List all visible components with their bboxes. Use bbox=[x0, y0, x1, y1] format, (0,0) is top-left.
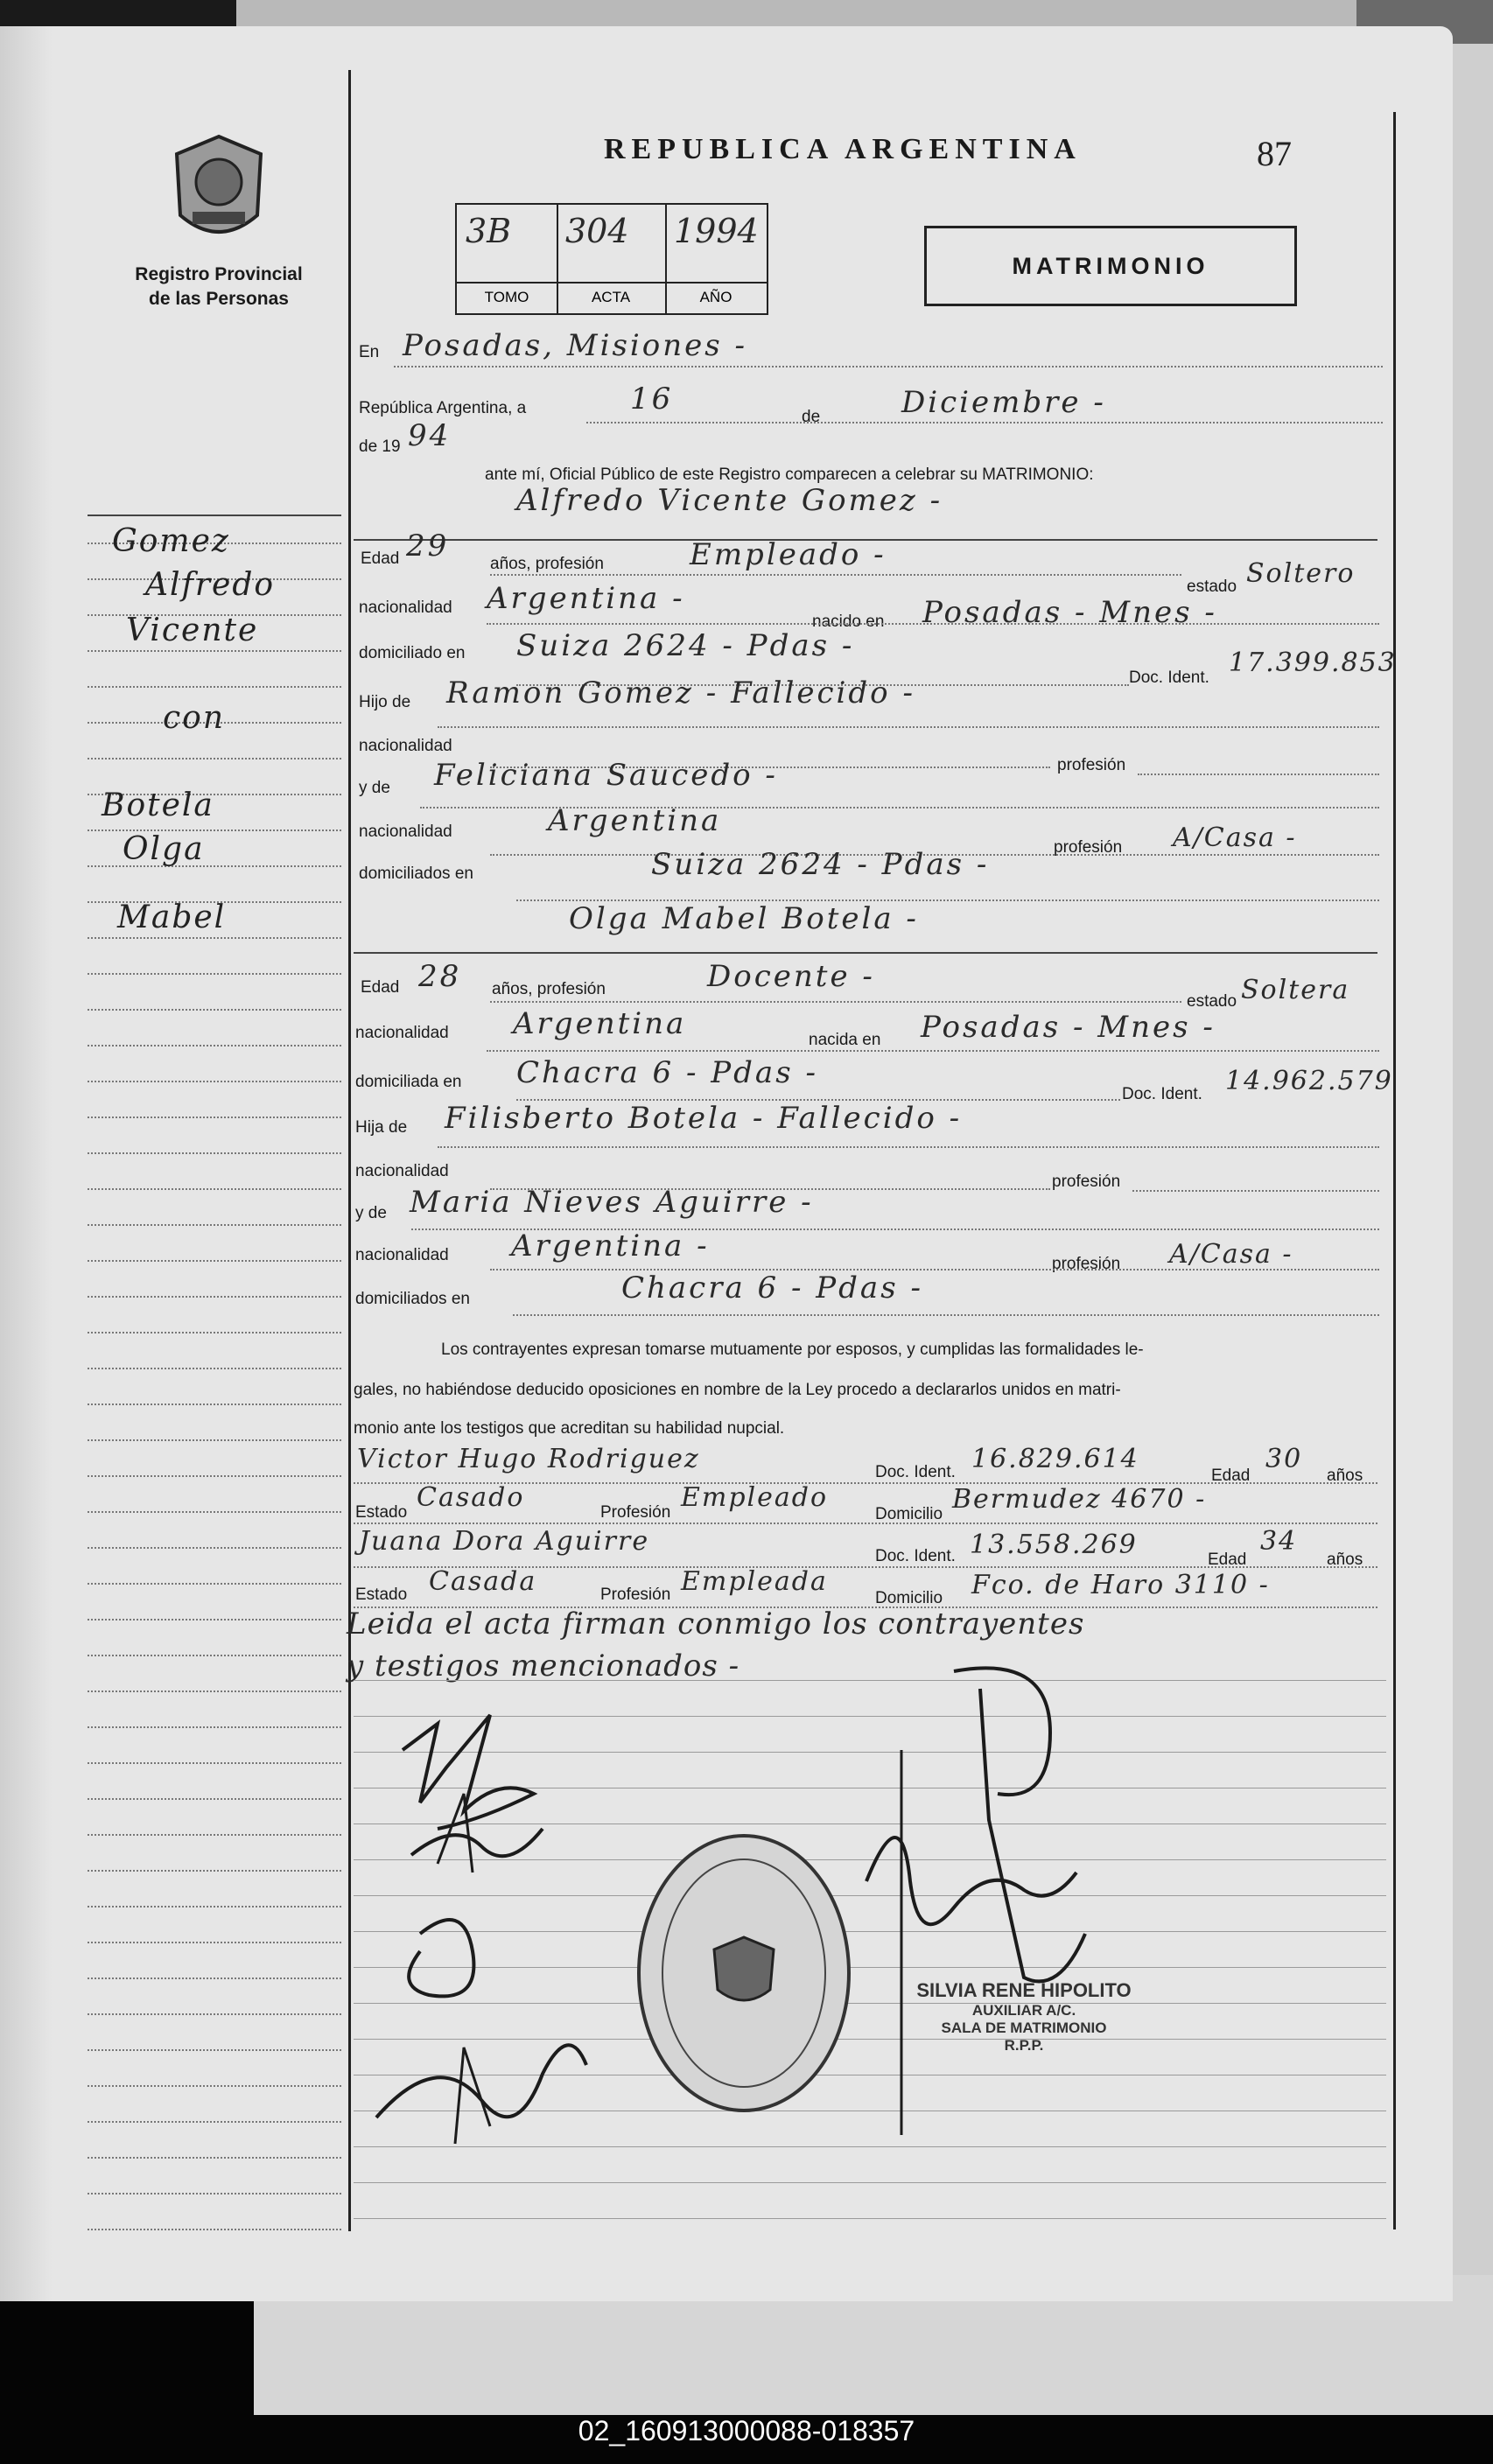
officer-signature bbox=[840, 1662, 1138, 2152]
left-column-divider bbox=[348, 70, 351, 2231]
acta-label: ACTA bbox=[557, 282, 665, 306]
margin-ruled-line bbox=[88, 758, 341, 760]
date-line bbox=[586, 422, 1383, 424]
witness1-status-line bbox=[354, 1522, 1377, 1524]
margin-ruled-line bbox=[88, 1870, 341, 1872]
witness2-profession: Empleada bbox=[681, 1566, 828, 1597]
groom-signature bbox=[385, 1698, 569, 1890]
declaration-line1: Los contrayentes expresan tomarse mutuamente por esposos, y cumplidas las formalidades le- bbox=[441, 1340, 1144, 1359]
margin-ruled-line bbox=[88, 2229, 341, 2230]
margin-ruled-line bbox=[88, 2193, 341, 2194]
witness1-years-label: años bbox=[1327, 1466, 1363, 1485]
bride-child-label: Hija de bbox=[355, 1118, 408, 1137]
groom-father-prof-line bbox=[1138, 774, 1379, 775]
acta-value: 304 bbox=[565, 212, 629, 250]
margin-ruled-line bbox=[88, 1726, 341, 1728]
groom-status: Soltero bbox=[1246, 558, 1356, 589]
margin-ruled-line bbox=[88, 2049, 341, 2051]
day-value: 16 bbox=[630, 382, 674, 416]
page-number: 87 bbox=[1257, 134, 1292, 173]
acta-cell bbox=[557, 205, 667, 313]
margin-ruled-line bbox=[88, 2013, 341, 2015]
bride-parents-domicile-label: domiciliados en bbox=[355, 1290, 470, 1308]
bride-father: Filisberto Botela - Fallecido - bbox=[445, 1101, 963, 1136]
groom-nationality: Argentina - bbox=[487, 581, 685, 616]
groom-mother: Feliciana Saucedo - bbox=[434, 758, 778, 793]
bride-father-prof-label: profesión bbox=[1052, 1172, 1121, 1191]
bride-header-line bbox=[354, 952, 1377, 954]
bride-doc: 14.962.579 bbox=[1225, 1066, 1393, 1096]
margin-ruled-line bbox=[88, 1978, 341, 1979]
groom-age: 29 bbox=[406, 528, 450, 564]
witness1-profession-label: Profesión bbox=[600, 1503, 671, 1522]
ruled-line bbox=[354, 2218, 1386, 2219]
registry-name: Registro Provincial de las Personas bbox=[135, 264, 303, 309]
bride-born-in: Posadas - Mnes - bbox=[921, 1010, 1216, 1045]
en-label: En bbox=[359, 343, 380, 361]
witness1-status: Casado bbox=[417, 1482, 525, 1513]
bride-father-nat-label: nacionalidad bbox=[355, 1162, 449, 1180]
margin-ruled-line bbox=[88, 1224, 341, 1226]
bride-born-label: nacida en bbox=[809, 1031, 881, 1049]
margin-ruled-line bbox=[88, 2157, 341, 2159]
witness2-status: Casada bbox=[429, 1566, 537, 1597]
place-line bbox=[394, 366, 1383, 368]
bride-parents-dom-line bbox=[513, 1314, 1379, 1316]
seal-emblem-icon bbox=[709, 1934, 779, 2012]
bride-profession-label: años, profesión bbox=[492, 980, 606, 998]
witness2-age: 34 bbox=[1260, 1526, 1298, 1557]
groom-domicile: Suiza 2624 - Pdas - bbox=[516, 628, 855, 663]
witness1-name: Victor Hugo Rodriguez bbox=[357, 1444, 700, 1474]
seal-inner-ring bbox=[662, 1858, 826, 2088]
margin-ruled-line bbox=[88, 1475, 341, 1477]
bride-mother-prof-label: profesión bbox=[1052, 1255, 1121, 1273]
groom-domicile-label: domiciliado en bbox=[359, 644, 466, 662]
groom-father-prof-label: profesión bbox=[1057, 756, 1126, 774]
margin-ruled-line bbox=[88, 973, 341, 975]
year-suffix: 94 bbox=[408, 418, 452, 453]
margin-ruled-line bbox=[88, 1116, 341, 1118]
bride-mother-nationality: Argentina - bbox=[511, 1228, 710, 1264]
stamp-line2: AUXILIAR A/C. bbox=[971, 2002, 1076, 2019]
bride-age-line bbox=[490, 1001, 1181, 1003]
year-prefix: de 19 bbox=[359, 438, 401, 456]
month-value: Diciembre - bbox=[901, 385, 1106, 420]
witness1-profession: Empleado bbox=[681, 1482, 829, 1513]
margin-ruled-line bbox=[88, 1188, 341, 1190]
stamp-line4: R.P.P. bbox=[1004, 2037, 1044, 2054]
closing-line1: Leida el acta firman conmigo los contrayentes bbox=[347, 1606, 1085, 1642]
margin-ruled-line bbox=[88, 1296, 341, 1298]
ano-label: AÑO bbox=[665, 282, 767, 306]
ano-value: 1994 bbox=[674, 212, 759, 250]
republica-label: República Argentina, a bbox=[359, 399, 527, 417]
groom-age-line bbox=[490, 574, 1181, 576]
registry-emblem bbox=[114, 262, 324, 312]
bride-status-label: estado bbox=[1187, 992, 1237, 1011]
groom-profession: Empleado - bbox=[690, 537, 887, 572]
witness2-profession-label: Profesión bbox=[600, 1586, 671, 1604]
groom-doc-label: Doc. Ident. bbox=[1129, 668, 1209, 687]
groom-status-label: estado bbox=[1187, 578, 1237, 596]
witness2-years-label: años bbox=[1327, 1550, 1363, 1569]
margin-ruled-line bbox=[88, 1906, 341, 1908]
margin-ruled-line bbox=[88, 1152, 341, 1154]
place-value: Posadas, Misiones - bbox=[403, 328, 748, 363]
officer-stamp bbox=[893, 1979, 1155, 2054]
bride-name: Olga Mabel Botela - bbox=[569, 901, 919, 936]
bride-and-label: y de bbox=[355, 1204, 387, 1222]
tomo-label: TOMO bbox=[457, 282, 557, 306]
margin-ruled-line bbox=[88, 1690, 341, 1692]
witness2-name: Juana Dora Aguirre bbox=[359, 1526, 650, 1557]
margin-ruled-line bbox=[88, 1834, 341, 1836]
groom-mother-nat-label: nacionalidad bbox=[359, 822, 452, 841]
margin-ruled-line bbox=[88, 937, 341, 939]
page-shadow bbox=[0, 26, 53, 2301]
groom-and-label: y de bbox=[359, 779, 390, 797]
groom-mother-profession: A/Casa - bbox=[1173, 822, 1297, 853]
margin-ruled-line bbox=[88, 1511, 341, 1513]
declaration-line2: gales, no habiéndose deducido oposiciones en nombre de la Ley procedo a declararlos unidos en matri- bbox=[354, 1381, 1121, 1399]
groom-age-label: Edad bbox=[361, 550, 400, 568]
margin-ruled-line bbox=[88, 2121, 341, 2123]
country-title: REPUBLICA ARGENTINA bbox=[604, 133, 1082, 165]
groom-mother-nationality: Argentina bbox=[548, 803, 722, 838]
bride-status: Soltera bbox=[1241, 975, 1350, 1005]
margin-ruled-line bbox=[88, 1045, 341, 1046]
witness2-age-label: Edad bbox=[1208, 1550, 1247, 1569]
ruled-line bbox=[354, 2182, 1386, 2183]
margin-ruled-line bbox=[88, 1583, 341, 1585]
margin-conjunction: con bbox=[163, 700, 226, 736]
margin-groom-given2: Vicente bbox=[126, 612, 259, 648]
margin-ruled-line bbox=[88, 1619, 341, 1620]
right-border bbox=[1393, 112, 1396, 2230]
bride-nationality-label: nacionalidad bbox=[355, 1024, 449, 1042]
witness1-domicile: Bermudez 4670 - bbox=[952, 1484, 1207, 1515]
witness1-doc: 16.829.614 bbox=[971, 1444, 1139, 1474]
bride-age: 28 bbox=[418, 959, 462, 994]
margin-ruled-line bbox=[88, 1762, 341, 1764]
groom-father-nat-label: nacionalidad bbox=[359, 737, 452, 755]
bride-domicile-label: domiciliada en bbox=[355, 1073, 462, 1091]
bride-mother: Maria Nieves Aguirre - bbox=[410, 1185, 814, 1220]
margin-ruled-line bbox=[88, 1404, 341, 1405]
stamp-line3: SALA DE MATRIMONIO bbox=[941, 2020, 1107, 2036]
tomo-value: 3B bbox=[466, 212, 512, 250]
groom-name: Alfredo Vicente Gomez - bbox=[516, 483, 943, 518]
witness1-domicile-label: Domicilio bbox=[875, 1505, 943, 1523]
groom-mother-prof-label: profesión bbox=[1054, 838, 1123, 857]
margin-ruled-line bbox=[88, 1655, 341, 1656]
groom-born-in: Posadas - Mnes - bbox=[922, 595, 1217, 630]
margin-ruled-line bbox=[88, 1439, 341, 1441]
bride-doc-label: Doc. Ident. bbox=[1122, 1085, 1202, 1103]
tomo-cell bbox=[457, 205, 558, 313]
groom-doc: 17.399.853 bbox=[1229, 648, 1397, 678]
witness2-domicile: Fco. de Haro 3110 - bbox=[971, 1570, 1270, 1600]
margin-groom-given1: Alfredo bbox=[145, 567, 276, 603]
witness1-age: 30 bbox=[1265, 1444, 1303, 1474]
closing-line2: y testigos mencionados - bbox=[347, 1648, 740, 1684]
bride-age-label: Edad bbox=[361, 978, 400, 997]
margin-ruled-line bbox=[88, 1798, 341, 1800]
bride-father-line bbox=[438, 1146, 1379, 1148]
ano-cell bbox=[665, 205, 767, 313]
margin-bride-given2: Mabel bbox=[117, 900, 227, 935]
witness2-status-label: Estado bbox=[355, 1586, 408, 1604]
declaration-line3: monio ante los testigos que acreditan su habilidad nupcial. bbox=[354, 1419, 785, 1438]
witness2-doc: 13.558.269 bbox=[970, 1530, 1138, 1560]
margin-groom-surname: Gomez bbox=[112, 523, 230, 559]
margin-ruled-line bbox=[88, 1547, 341, 1549]
margin-ruled-line bbox=[88, 1942, 341, 1943]
groom-nationality-label: nacionalidad bbox=[359, 598, 452, 617]
bride-domicile: Chacra 6 - Pdas - bbox=[516, 1055, 818, 1090]
groom-father-line bbox=[438, 726, 1379, 728]
image-code: 02_160913000088-018357 bbox=[578, 2415, 915, 2446]
bride-mother-profession: A/Casa - bbox=[1169, 1239, 1293, 1270]
official-seal bbox=[637, 1834, 851, 2112]
margin-ruled-line bbox=[88, 1009, 341, 1011]
margin-ruled-line bbox=[88, 1260, 341, 1262]
margin-ruled-line bbox=[88, 2085, 341, 2087]
stamp-line1: SILVIA RENE HIPOLITO bbox=[916, 1979, 1132, 2001]
margin-ruled-line bbox=[88, 1332, 341, 1334]
margin-bride-surname: Botela bbox=[102, 788, 214, 823]
margin-bride-given1: Olga bbox=[123, 831, 205, 867]
bride-mother-nat-label: nacionalidad bbox=[355, 1246, 449, 1264]
bride-nat-line bbox=[487, 1050, 1379, 1052]
witness1-age-label: Edad bbox=[1211, 1466, 1251, 1485]
bride-nationality: Argentina bbox=[513, 1006, 687, 1041]
margin-ruled-line bbox=[88, 1081, 341, 1082]
groom-parents-domicile: Suiza 2624 - Pdas - bbox=[651, 847, 990, 882]
de-label: de bbox=[802, 408, 821, 426]
groom-parents-domicile-label: domiciliados en bbox=[359, 864, 473, 883]
groom-father: Ramon Gomez - Fallecido - bbox=[446, 676, 915, 710]
margin-ruled-line bbox=[88, 1368, 341, 1369]
ante-text: ante mí, Oficial Público de este Registro comparecen a celebrar su MATRIMONIO: bbox=[485, 466, 1094, 484]
bride-profession: Docente - bbox=[707, 959, 875, 994]
witness1-doc-label: Doc. Ident. bbox=[875, 1463, 956, 1481]
margin-ruled-line bbox=[88, 650, 341, 652]
margin-ruled-line bbox=[88, 686, 341, 688]
register-box bbox=[455, 203, 768, 315]
witness2-domicile-label: Domicilio bbox=[875, 1589, 943, 1607]
bride-signature bbox=[359, 1899, 604, 2161]
bride-parents-domicile: Chacra 6 - Pdas - bbox=[621, 1270, 923, 1306]
witness1-status-label: Estado bbox=[355, 1503, 408, 1522]
act-type-box: MATRIMONIO bbox=[924, 226, 1297, 306]
groom-nat-line bbox=[487, 623, 1379, 625]
groom-born-label: nacido en bbox=[812, 612, 885, 631]
bride-father-prof-line bbox=[1132, 1190, 1379, 1192]
groom-child-label: Hijo de bbox=[359, 693, 411, 711]
groom-profession-label: años, profesión bbox=[490, 555, 604, 573]
margin-top-line bbox=[88, 514, 341, 516]
witness2-doc-label: Doc. Ident. bbox=[875, 1547, 956, 1565]
